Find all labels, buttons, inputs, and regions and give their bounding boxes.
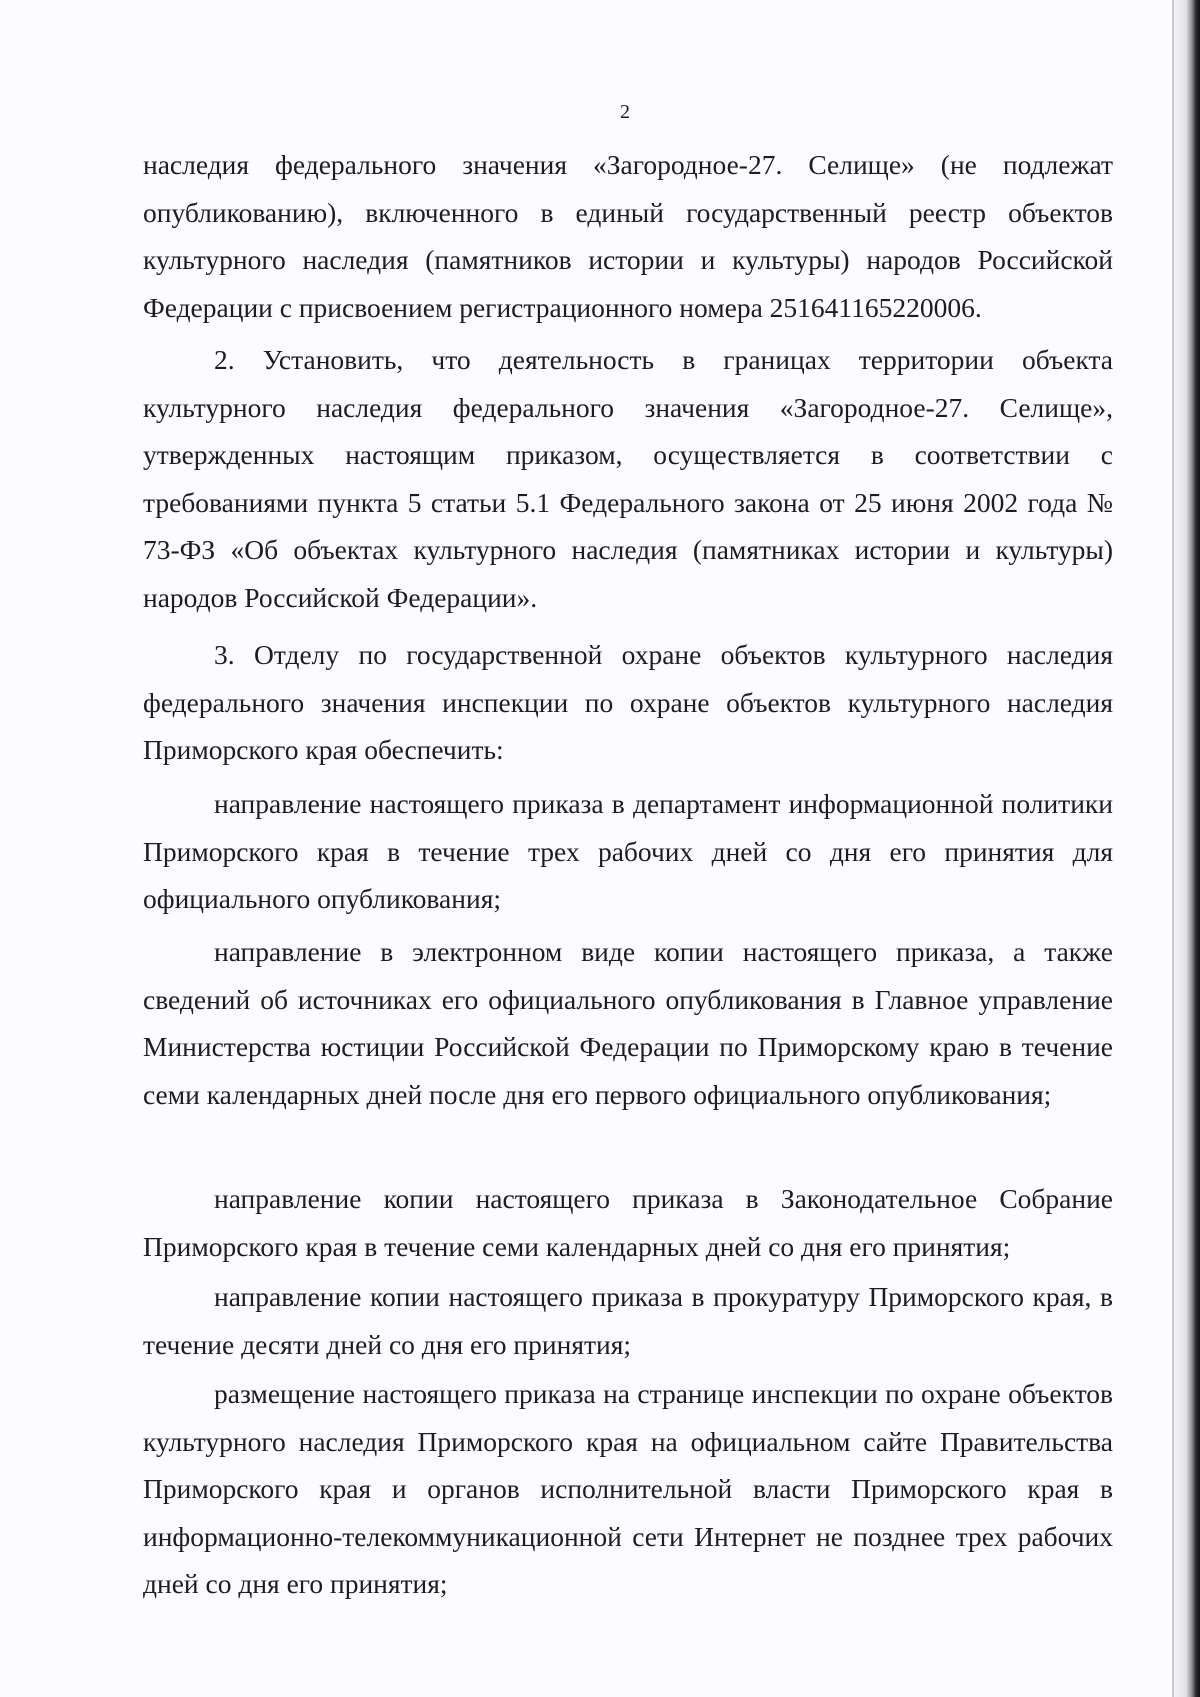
paragraph-4 [143,780,1113,923]
paragraph-text: наследия федерального значения «Загородное-27. Селище» (не подлежат опубликованию), включенного в единый государственный реестр объектов культурного наследия (памятников истории и культуры) народов Российской Федерации с присвоением регистрационного номера 251641165220006. [143,149,1113,323]
paragraph-2 [143,336,1113,621]
paragraph-8 [143,1370,1113,1608]
paragraph-text: 3. Отделу по государственной охране объектов культурного наследия федерального значения инспекции по охране объектов культурного наследия Приморского края обеспечить: [143,639,1113,765]
paragraph-7 [143,1273,1113,1368]
paragraph-text: размещение настоящего приказа на странице инспекции по охране объектов культурного наследия Приморского края на официальном сайте Правительства Приморского края и органов исполнительной власти Приморского края в информационно-телекоммуникационной сети Интернет не позднее трех рабочих дней со дня его принятия; [143,1378,1113,1599]
paragraph-text: 2. Установить, что деятельность в границах территории объекта культурного наследия федерального значения «Загородное-27. Селище», утвержденных настоящим приказом, осуществляется в соответствии с требованиями пункта 5 статьи 5.1 Федерального закона от 25 июня 2002 года № 73-ФЗ «Об объектах культурного наследия (памятниках истории и культуры) народов Российской Федерации». [143,344,1113,613]
paragraph-text: направление копии настоящего приказа в Законодательное Собрание Приморского края в течение семи календарных дней со дня его принятия; [143,1183,1113,1262]
paragraph-6 [143,1175,1113,1270]
paragraph-5 [143,928,1113,1118]
paragraph-text: направление настоящего приказа в департамент информационной политики Приморского края в течение трех рабочих дней со дня его принятия для официального опубликования; [143,788,1113,914]
paragraph-3 [143,631,1113,774]
paragraph-text: направление копии настоящего приказа в прокуратуру Приморского края, в течение десяти дней со дня его принятия; [143,1281,1113,1360]
page-number: 2 [620,101,630,123]
paragraph-1 [143,141,1113,331]
paragraph-text: направление в электронном виде копии настоящего приказа, а также сведений об источниках его официального опубликования в Главное управление Министерства юстиции Российской Федерации по Приморскому краю в течение семи календарных дней после дня его первого официального опубликования; [143,936,1113,1110]
scan-edge-shadow [1174,0,1200,1697]
